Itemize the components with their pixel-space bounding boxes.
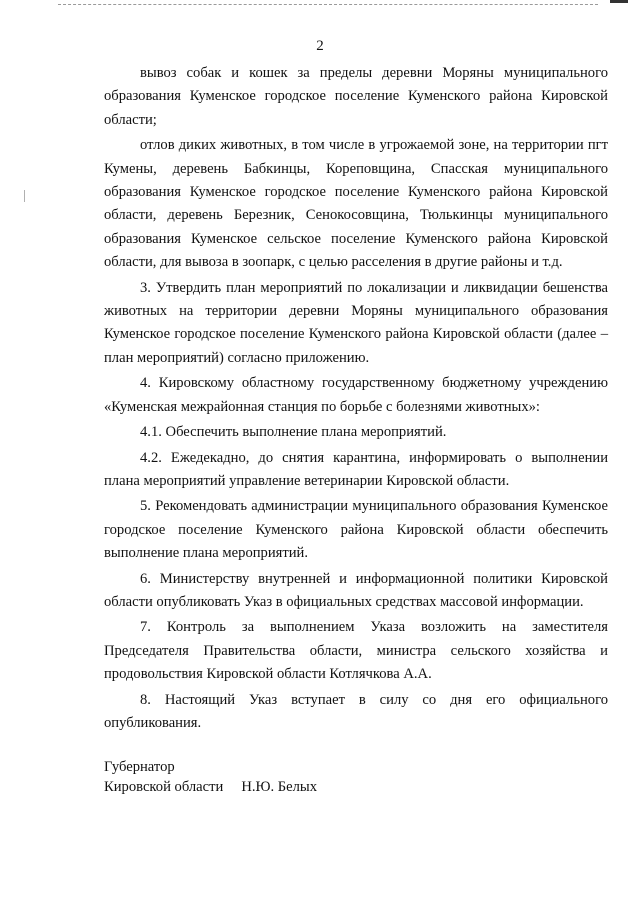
signature-row [104, 777, 317, 797]
paragraph-item-4-2: 4.2. Ежедекадно, до снятия карантина, информировать о выполнении плана мероприятий управление ветеринарии Кировской области. [104, 449, 608, 489]
paragraph-item-6: 6. Министерству внутренней и информационной политики Кировской области опубликовать Указ в официальных средствах массовой информации. [104, 570, 608, 610]
paragraph-item-8: 8. Настоящий Указ вступает в силу со дня его официального опубликования. [104, 691, 608, 731]
signature-title-line2: Кировской области [104, 779, 224, 795]
scan-artifact [24, 190, 25, 202]
paragraph-item-5: 5. Рекомендовать администрации муниципального образования Куменское городское поселение Куменского района Кировской области обеспечить выполнение плана мероприятий. [104, 498, 608, 562]
paragraph-wild-animals: отлов диких животных, в том числе в угрожаемой зоне, на территории пгт Кумены, деревень Бабкинцы, Кореповщина, Спасская муниципального образования Куменское городское поселение Куменского района Кировской области, деревень Березник, Сенокосовщина, Тюлькинцы муниципального образования Куменское сельское поселение Куменского района Кировской области, для вывоза в зоопарк, с целью расселения в другие районы и т.д. [104, 137, 608, 271]
document-body [104, 62, 608, 737]
paragraph-item-7: 7. Контроль за выполнением Указа возложить на заместителя Председателя Правительства области, министра сельского хозяйства и продовольствия Кировской области Котлячкова А.А. [104, 619, 608, 683]
paragraph-item-3: 3. Утвердить план мероприятий по локализации и ликвидации бешенства животных на территории деревни Моряны муниципального образования Куменское городское поселение Куменского района Кировской области (далее – план мероприятий) согласно приложению. [104, 279, 608, 366]
signature-title-line1: Губернатор [104, 759, 175, 775]
signature-block [104, 757, 317, 797]
scan-corner-mark [610, 0, 628, 3]
scan-top-edge [58, 4, 598, 5]
paragraph-item-4-1: 4.1. Обеспечить выполнение плана мероприятий. [140, 424, 447, 441]
page-number: 2 [316, 38, 324, 54]
paragraph-dogs-cats: вывоз собак и кошек за пределы деревни Моряны муниципального образования Куменское городское поселение Куменского района Кировской области; [104, 65, 608, 128]
signature-name: Н.Ю. Белых [241, 779, 318, 795]
paragraph-item-4: 4. Кировскому областному государственному бюджетному учреждению «Куменская межрайонная станция по борьбе с болезнями животных»: [104, 375, 608, 415]
